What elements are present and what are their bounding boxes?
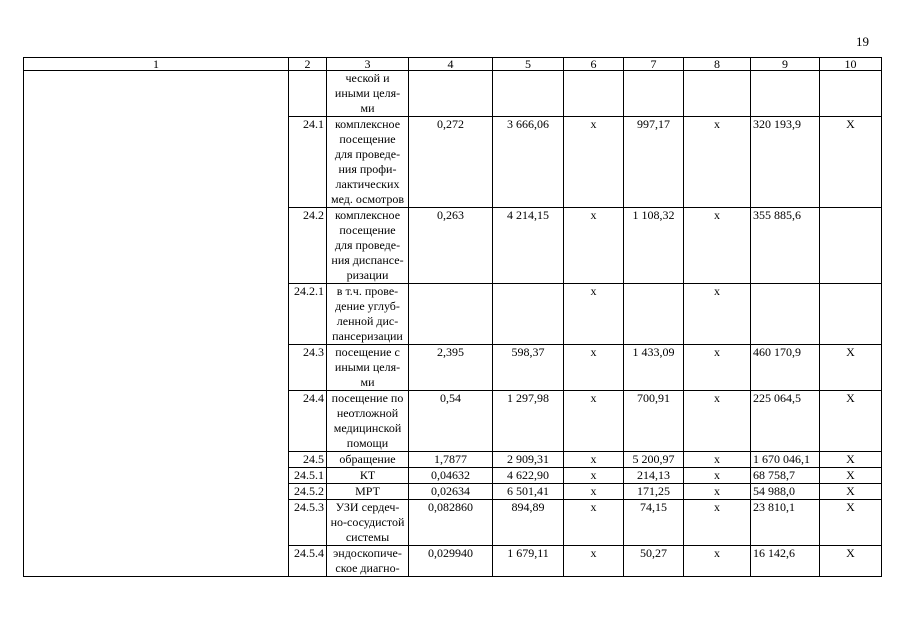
row-name-line: для проведе- <box>334 147 401 161</box>
row-name-line: дение углуб- <box>335 299 400 313</box>
column-5-cell: 6 501,41 <box>493 484 564 500</box>
column-5-cell <box>493 284 564 345</box>
row-name-line: ми <box>360 101 375 115</box>
column-5-cell: 1 679,11 <box>493 546 564 577</box>
row-number-cell: 24.5.2 <box>289 484 327 500</box>
column-10-cell: Х <box>820 500 882 546</box>
column-7-cell: 5 200,97 <box>624 452 684 468</box>
column-4-cell: 0,263 <box>409 208 493 284</box>
row-number-cell: 24.5.1 <box>289 468 327 484</box>
row-name-line: посещение <box>339 223 396 237</box>
row-name-cell <box>327 71 409 117</box>
column-9-cell: 1 670 046,1 <box>751 452 820 468</box>
row-name-line: лактических <box>335 177 400 191</box>
row-number-cell: 24.2 <box>289 208 327 284</box>
column-5-cell: 4 214,15 <box>493 208 564 284</box>
column-5-cell: 894,89 <box>493 500 564 546</box>
row-name-cell <box>327 452 409 468</box>
row-name-line: посещение с <box>335 345 400 359</box>
row-name-cell <box>327 468 409 484</box>
row-name-line: медицинской <box>333 421 402 435</box>
column-10-cell: Х <box>820 117 882 208</box>
column-5-cell: 4 622,90 <box>493 468 564 484</box>
row-number-cell: 24.5.3 <box>289 500 327 546</box>
column-9-cell: 460 170,9 <box>751 345 820 391</box>
column-7-cell: 171,25 <box>624 484 684 500</box>
header-cell: 2 <box>289 58 327 71</box>
column-7-cell: 74,15 <box>624 500 684 546</box>
header-cell: 3 <box>327 58 409 71</box>
row-name-line: мед. осмотров <box>331 192 404 206</box>
column-4-cell <box>409 284 493 345</box>
row-number-cell: 24.5.4 <box>289 546 327 577</box>
row-name-cell <box>327 546 409 577</box>
row-name-cell <box>327 391 409 452</box>
row-name-cell <box>327 208 409 284</box>
column-10-cell: Х <box>820 452 882 468</box>
column-10-cell: Х <box>820 546 882 577</box>
column-9-cell: 23 810,1 <box>751 500 820 546</box>
column-8-cell: х <box>684 284 751 345</box>
column-4-cell: 1,7877 <box>409 452 493 468</box>
row-name-line: ризации <box>346 268 389 282</box>
column-10-cell: Х <box>820 484 882 500</box>
column-6-cell: х <box>564 468 624 484</box>
row-name-line: но-сосудистой <box>330 515 405 529</box>
column-6-cell: х <box>564 391 624 452</box>
column-9-cell: 68 758,7 <box>751 468 820 484</box>
row-name-line: для проведе- <box>334 238 401 252</box>
row-name-line: ленной дис- <box>336 314 399 328</box>
row-name-cell <box>327 117 409 208</box>
header-cell: 5 <box>493 58 564 71</box>
column-7-cell: 214,13 <box>624 468 684 484</box>
column-7-cell: 1 433,09 <box>624 345 684 391</box>
column-10-cell: Х <box>820 468 882 484</box>
page-number: 19 <box>856 34 869 49</box>
column-6-cell: х <box>564 208 624 284</box>
column-8-cell: х <box>684 500 751 546</box>
column-8-cell <box>684 71 751 117</box>
row-number-cell: 24.3 <box>289 345 327 391</box>
row-name-line: УЗИ сердеч- <box>335 500 400 514</box>
table-header-row <box>24 58 882 71</box>
column-8-cell: х <box>684 452 751 468</box>
column-8-cell: х <box>684 208 751 284</box>
row-name-line: иными целя- <box>334 86 401 100</box>
column-9-cell <box>751 284 820 345</box>
row-name-line: ми <box>360 375 375 389</box>
row-name-line: КТ <box>359 468 376 482</box>
column-4-cell: 0,272 <box>409 117 493 208</box>
column-6-cell: х <box>564 117 624 208</box>
row-number-cell: 24.5 <box>289 452 327 468</box>
column-8-cell: х <box>684 468 751 484</box>
row-name-line: ния профи- <box>338 162 397 176</box>
row-name-line: посещение по <box>331 391 404 405</box>
column-5-cell <box>493 71 564 117</box>
column-5-cell: 598,37 <box>493 345 564 391</box>
column-10-cell <box>820 208 882 284</box>
column-6-cell: х <box>564 284 624 345</box>
row-name-line: эндоскопиче- <box>333 546 402 560</box>
column-4-cell: 0,082860 <box>409 500 493 546</box>
row-number-cell: 24.4 <box>289 391 327 452</box>
row-name-line: помощи <box>346 436 389 450</box>
column-10-cell: Х <box>820 345 882 391</box>
header-cell: 10 <box>820 58 882 71</box>
column-7-cell <box>624 284 684 345</box>
row-name-line: в т.ч. прове- <box>336 284 399 298</box>
column-6-cell: х <box>564 452 624 468</box>
column-5-cell: 2 909,31 <box>493 452 564 468</box>
row-name-line: обращение <box>339 452 396 466</box>
row-name-line: ния диспансе- <box>331 253 404 267</box>
header-cell: 4 <box>409 58 493 71</box>
column-8-cell: х <box>684 391 751 452</box>
row-name-line: ческой и <box>345 71 390 85</box>
column-7-cell: 997,17 <box>624 117 684 208</box>
row-number-cell: 24.1 <box>289 117 327 208</box>
column-7-cell: 50,27 <box>624 546 684 577</box>
column-6-cell: х <box>564 484 624 500</box>
column-6-cell: х <box>564 500 624 546</box>
header-cell: 9 <box>751 58 820 71</box>
header-cell: 1 <box>24 58 289 71</box>
row-name-cell <box>327 345 409 391</box>
column-7-cell: 1 108,32 <box>624 208 684 284</box>
row-name-cell <box>327 484 409 500</box>
column-4-cell: 0,54 <box>409 391 493 452</box>
column-7-cell: 700,91 <box>624 391 684 452</box>
column-4-cell <box>409 71 493 117</box>
column-6-cell: х <box>564 345 624 391</box>
row-name-line: посещение <box>339 132 396 146</box>
column-9-cell: 320 193,9 <box>751 117 820 208</box>
row-name-line: МРТ <box>355 484 380 498</box>
column-4-cell: 0,02634 <box>409 484 493 500</box>
header-cell: 8 <box>684 58 751 71</box>
row-name-line: иными целя- <box>334 360 401 374</box>
column-9-cell: 54 988,0 <box>751 484 820 500</box>
row-name-cell <box>327 284 409 345</box>
column-4-cell: 2,395 <box>409 345 493 391</box>
row-name-line: комплексное <box>334 208 401 222</box>
header-cell: 7 <box>624 58 684 71</box>
column-7-cell <box>624 71 684 117</box>
header-cell: 6 <box>564 58 624 71</box>
row-name-line: системы <box>345 530 390 544</box>
column-9-cell: 225 064,5 <box>751 391 820 452</box>
data-table <box>23 57 882 577</box>
column-5-cell: 1 297,98 <box>493 391 564 452</box>
row-name-line: пансеризации <box>332 329 403 343</box>
column-4-cell: 0,04632 <box>409 468 493 484</box>
row-name-cell <box>327 500 409 546</box>
column-9-cell: 16 142,6 <box>751 546 820 577</box>
column-9-cell <box>751 71 820 117</box>
column-9-cell: 355 885,6 <box>751 208 820 284</box>
column-4-cell: 0,029940 <box>409 546 493 577</box>
column-1-cell <box>24 71 289 577</box>
column-8-cell: х <box>684 345 751 391</box>
row-number-cell <box>289 71 327 117</box>
column-8-cell: х <box>684 117 751 208</box>
column-5-cell: 3 666,06 <box>493 117 564 208</box>
row-number-cell: 24.2.1 <box>289 284 327 345</box>
row-name-line: комплексное <box>334 117 401 131</box>
column-10-cell <box>820 71 882 117</box>
table-row <box>24 71 882 117</box>
column-8-cell: х <box>684 484 751 500</box>
column-6-cell <box>564 71 624 117</box>
column-8-cell: х <box>684 546 751 577</box>
row-name-line: неотложной <box>336 406 399 420</box>
column-10-cell <box>820 284 882 345</box>
column-10-cell: Х <box>820 391 882 452</box>
column-6-cell: х <box>564 546 624 577</box>
row-name-line: ское диагно- <box>335 561 400 575</box>
